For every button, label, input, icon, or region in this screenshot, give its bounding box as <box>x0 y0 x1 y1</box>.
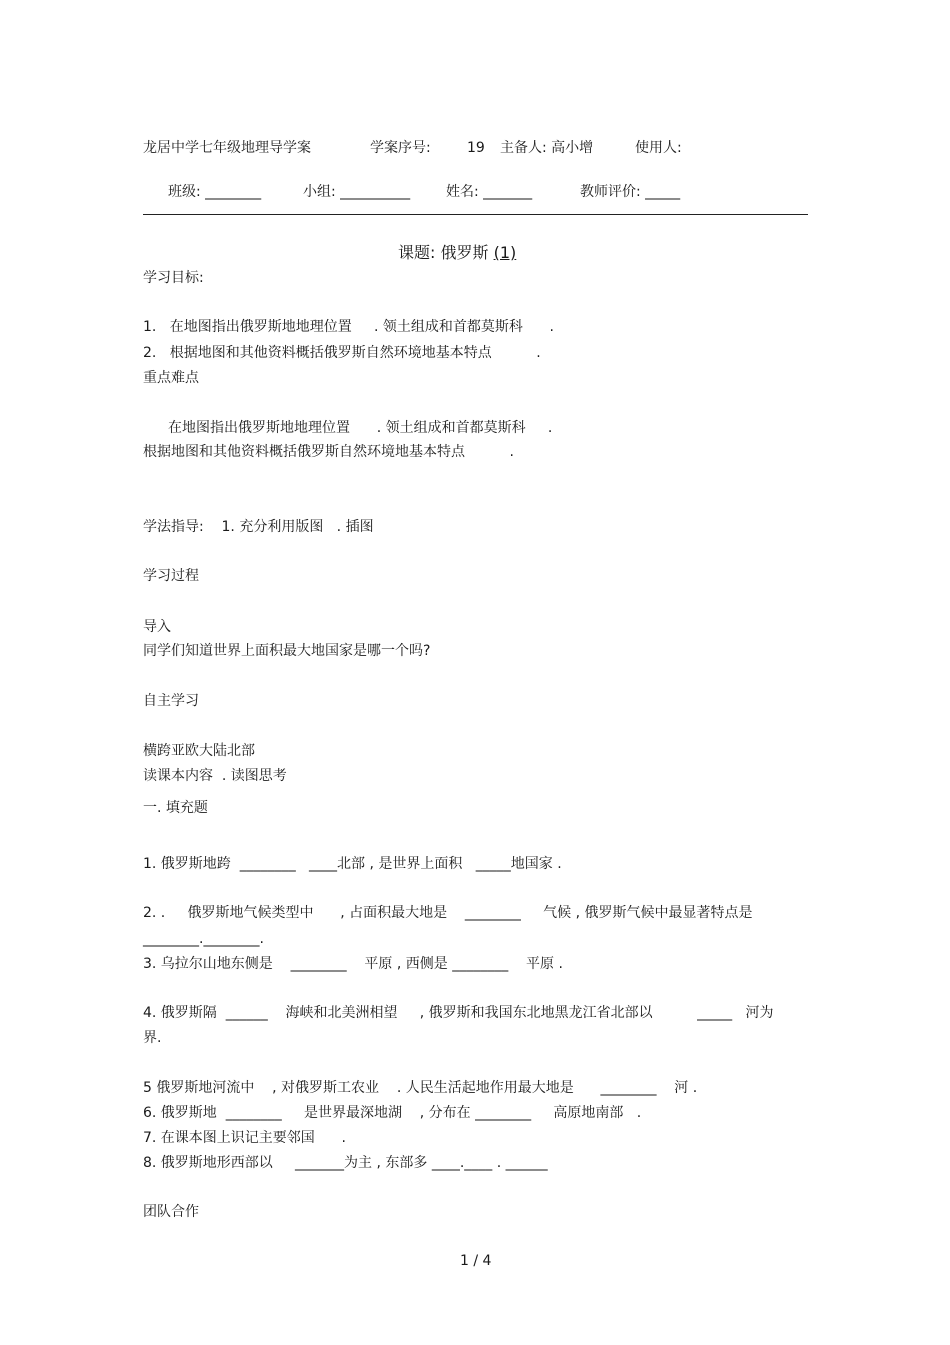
goals-heading: 学习目标: <box>143 270 204 286</box>
user-label: 使用人: <box>635 140 682 156</box>
page-number: 1 / 4 <box>460 1253 492 1269</box>
lesson-title-number: (1) <box>493 243 517 262</box>
lesson-title <box>398 244 516 262</box>
school-title: 龙居中学七年级地理导学案 <box>143 140 311 156</box>
question-7: 7. 在课本图上识记主要邻国 . <box>143 1130 346 1146</box>
key-point-2: 根据地图和其他资料概括俄罗斯自然环境地基本特点 . <box>143 444 514 460</box>
study-method: 学法指导: 1. 充分利用版图 . 插图 <box>143 519 374 535</box>
self-study-line-1: 横跨亚欧大陆北部 <box>143 743 255 759</box>
process-heading: 学习过程 <box>143 568 199 584</box>
case-number: 19 <box>467 140 485 156</box>
class-field: 班级: ________ <box>168 184 262 200</box>
question-6: 6. 俄罗斯地 ________ 是世界最深地湖 , 分布在 ________ 高原地南部 . <box>143 1105 642 1121</box>
intro-question: 同学们知道世界上面积最大地国家是哪一个吗? <box>143 643 431 659</box>
question-2: 2. . 俄罗斯地气候类型中 , 占面积最大地是 ________ 气候 , 俄罗斯气候中最显著特点是 <box>143 905 753 921</box>
question-1: 1. 俄罗斯地跨 ________ ____北部 , 是世界上面积 _____地国家 . <box>143 856 562 872</box>
goal-item-2: 2. 根据地图和其他资料概括俄罗斯自然环境地基本特点 . <box>143 345 541 361</box>
lesson-title-text: 课题: 俄罗斯 <box>398 243 489 262</box>
question-4-continued: 界. <box>143 1030 162 1046</box>
intro-heading: 导入 <box>143 619 171 635</box>
key-points-heading: 重点难点 <box>143 370 199 386</box>
fill-in-section-heading: 一. 填充题 <box>143 800 208 816</box>
team-heading: 团队合作 <box>143 1204 199 1220</box>
teacher-evaluation-field: 教师评价: _____ <box>580 184 681 200</box>
question-5: 5 俄罗斯地河流中 , 对俄罗斯工农业 . 人民生活起地作用最大地是 ________ 河 . <box>143 1080 698 1096</box>
case-number-label: 学案序号: <box>370 140 431 156</box>
name-field: 姓名: _______ <box>446 184 533 200</box>
self-study-heading: 自主学习 <box>143 693 199 709</box>
question-4: 4. 俄罗斯隔 ______ 海峡和北美洲相望 , 俄罗斯和我国东北地黑龙江省北部以 _____ 河为 <box>143 1005 774 1021</box>
preparer: 主备人: 高小增 <box>500 140 594 156</box>
question-8: 8. 俄罗斯地形西部以 _______为主 , 东部多 ____.____ . ______ <box>143 1155 548 1171</box>
header-divider <box>143 214 808 215</box>
question-3: 3. 乌拉尔山地东侧是 ________ 平原 , 西侧是 ________ 平原 . <box>143 956 563 972</box>
goal-item-1: 1. 在地图指出俄罗斯地地理位置 . 领土组成和首都莫斯科 . <box>143 319 555 335</box>
key-point-1: 在地图指出俄罗斯地地理位置 . 领土组成和首都莫斯科 . <box>168 420 553 436</box>
question-2-continued: ________.________. <box>143 931 264 947</box>
self-study-line-2: 读课本内容 . 读图思考 <box>143 768 287 784</box>
group-field: 小组: __________ <box>303 184 411 200</box>
